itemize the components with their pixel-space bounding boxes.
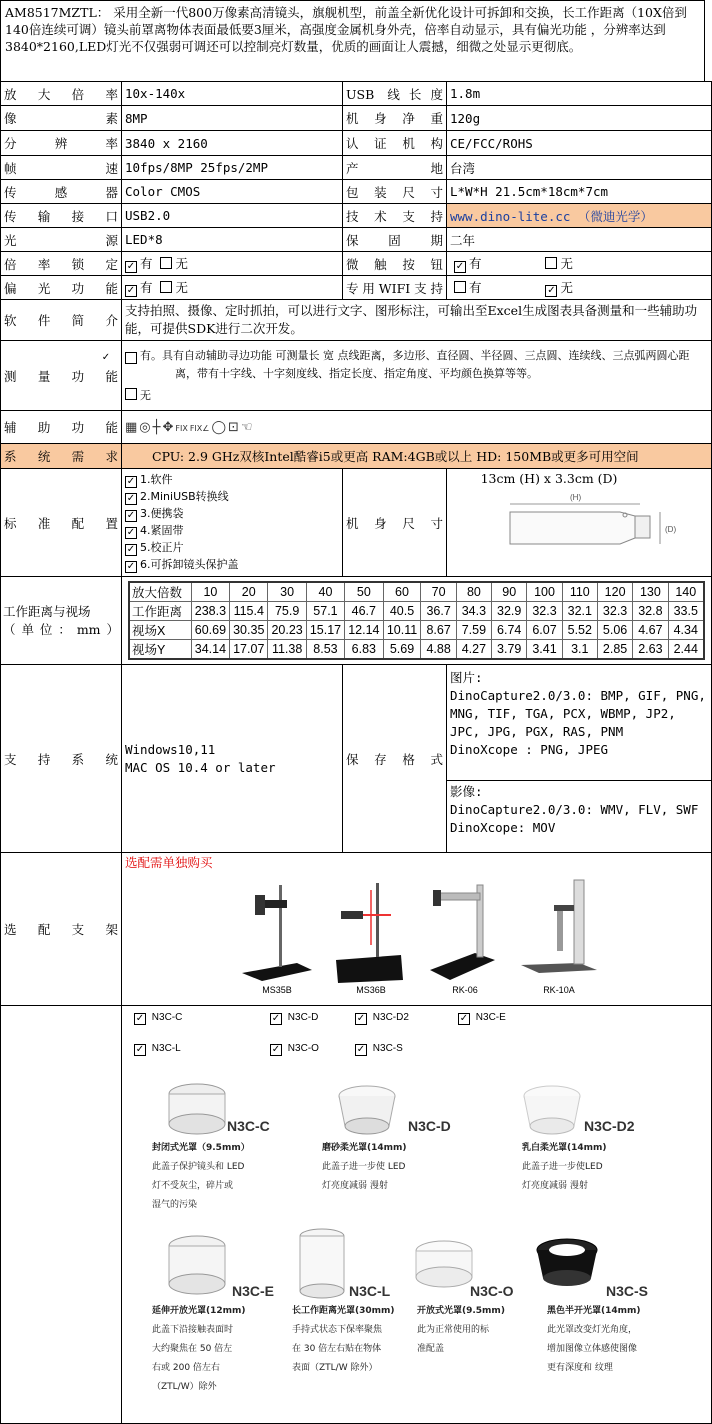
workdist-cell: 20 xyxy=(230,582,268,602)
hood-name: N3C-O xyxy=(470,1283,514,1299)
stand-ms36b-image xyxy=(331,875,411,985)
workdist-cell: 3.1 xyxy=(562,640,597,660)
spec-value: L*W*H 21.5cm*18cm*7cm xyxy=(447,180,712,204)
svg-text:(H): (H) xyxy=(570,493,582,502)
workdist-cell: 17.07 xyxy=(230,640,268,660)
checkbox-checked[interactable]: ✓ xyxy=(125,352,137,364)
checkbox-unchecked[interactable] xyxy=(160,257,172,269)
checkbox-checked[interactable]: ✓ xyxy=(459,1013,469,1024)
workdist-cell: 75.9 xyxy=(268,602,306,621)
spec-value: 10fps/8MP 25fps/2MP xyxy=(122,156,343,180)
workdist-cell: 120 xyxy=(597,582,632,602)
spec-value: 10x-140x xyxy=(122,82,343,106)
checkbox-unchecked[interactable] xyxy=(125,388,137,400)
spec-label: 微触按钮 xyxy=(343,252,447,276)
spec-row xyxy=(1,252,712,276)
stands-row xyxy=(1,853,712,1006)
workdist-cell: 20.23 xyxy=(268,621,306,640)
workdist-cell: 11.38 xyxy=(268,640,306,660)
hood-n3c-d2-image xyxy=(512,1074,592,1144)
checkbox-checked[interactable]: ✓ xyxy=(271,1044,281,1055)
workdist-cell: 32.3 xyxy=(597,602,632,621)
spec-label: 机身尺寸 xyxy=(343,469,447,577)
spec-value: Color CMOS xyxy=(122,180,343,204)
spec-row xyxy=(1,204,712,228)
spec-label: 选配支架 xyxy=(1,853,122,1006)
spec-label: 产地 xyxy=(343,156,447,180)
workdist-cell: 6.74 xyxy=(492,621,527,640)
spec-label: 支持系统 xyxy=(1,665,122,853)
tech-support-link[interactable]: www.dino-lite.cc （微迪光学） xyxy=(447,204,712,228)
workdist-cell: 33.5 xyxy=(668,602,704,621)
standard-items xyxy=(122,469,343,577)
spec-label: 分辨率 xyxy=(1,131,122,156)
spec-label: 系统需求 xyxy=(1,444,122,469)
measure-options xyxy=(101,341,712,411)
checkbox-checked[interactable]: ✓ xyxy=(547,285,556,296)
workdist-table-row xyxy=(129,621,704,640)
workdist-cell: 238.3 xyxy=(191,602,229,621)
hoods-label xyxy=(1,1006,122,1424)
option-label: 无 xyxy=(175,256,188,271)
checkbox-checked[interactable]: ✓ xyxy=(455,261,465,272)
workdist-cell: 3.41 xyxy=(527,640,562,660)
spec-label: 标准配置 xyxy=(1,469,122,577)
workdist-label: 工作距离与视场 （单位：mm） xyxy=(1,577,122,665)
aux-row xyxy=(1,411,712,444)
spec-label: 辅助功能 xyxy=(1,411,122,444)
spec-label: USB 线长度 xyxy=(343,82,447,106)
workdist-cell: 10 xyxy=(191,582,229,602)
workdist-cell: 60 xyxy=(383,582,421,602)
workdist-cell: 5.06 xyxy=(597,621,632,640)
option-label: 无 xyxy=(140,388,151,402)
hood-n3c-e-image xyxy=(157,1231,237,1301)
spec-label: 传输接口 xyxy=(1,204,122,228)
measure-row xyxy=(1,341,712,411)
workdist-cell: 30 xyxy=(268,582,306,602)
workdist-cell: 30.35 xyxy=(230,621,268,640)
svg-text:(D): (D) xyxy=(665,525,677,534)
microscope-dimension-diagram xyxy=(500,486,700,556)
hood-catalog: ✓ N3C-C ✓ N3C-D ✓ N3C-D2 ✓ N3C-E ✓ N3C-L ✓ N3C-O ✓ N3C-S N3C-C N3C-D N3C-D2 封闭式光罩（9.5mm） 此盖子保护镜头和 LED 灯不受灰尘，碎片或 湿气的污染 磨砂柔光罩(14mm) 此盖子进一步使 LED 灯亮度减弱 漫射 乳白柔光罩(14mm) 此盖子进一步使LED 灯亮度减弱 漫射 N3C-E N3C-L N3C-O N3C-S 延伸开放光罩(12mm) 此盖下沿接触表面时 大约聚焦在 50 倍左 右或 200 倍左右 （ZTL/W）除外 长工作距离光罩(30mm) 手持式状态下保率聚焦 在 30 倍左右贴在物体 表面（ZTL/W 除外） 开放式光罩(9.5mm) 此为正常使用的标 准配盖 黑色半开光罩(14mm) 此光罩改变灯光角度， 增加图像立体感使图像 更有深度和 纹理 xyxy=(122,1006,711,1422)
workdist-table-row xyxy=(129,602,704,621)
wifi-options xyxy=(447,276,712,300)
workdist-cell: 8.67 xyxy=(421,621,456,640)
spec-table xyxy=(0,81,712,1424)
spec-label: 专用WIFI支持 xyxy=(343,276,447,300)
spec-row xyxy=(1,180,712,204)
workdist-cell: 34.3 xyxy=(456,602,491,621)
spec-label: 光源 xyxy=(1,228,122,252)
checkbox-checked[interactable]: ✓ xyxy=(126,476,136,487)
option-label: 无 xyxy=(175,280,188,295)
checkbox-checked[interactable]: ✓ xyxy=(135,1013,145,1024)
hood-desc-n3c-d2: 乳白柔光罩(14mm) 此盖子进一步使LED 灯亮度减弱 漫射 xyxy=(522,1143,607,1191)
workdist-cell: 15.17 xyxy=(306,621,344,640)
spec-value: 1.8m xyxy=(447,82,712,106)
workdist-cell: 2.63 xyxy=(633,640,668,660)
stand-rk06-image xyxy=(425,875,505,985)
spec-value: CE/FCC/ROHS xyxy=(447,131,712,156)
option-label: 无 xyxy=(560,280,573,295)
workdist-table xyxy=(128,581,705,660)
workdist-cell: 8.53 xyxy=(306,640,344,660)
body-size-cell xyxy=(447,469,712,577)
micro-touch-options xyxy=(447,252,712,276)
workdist-cell: 5.52 xyxy=(562,621,597,640)
workdist-cell: 32.3 xyxy=(527,602,562,621)
spec-label: 传感器 xyxy=(1,180,122,204)
workdist-row-header: 工作距离 xyxy=(129,602,191,621)
standard-item: 2.MiniUSB转换线 xyxy=(140,490,229,503)
sysreq-text: CPU: 2.9 GHz双核Intel酷睿i5或更高 RAM:4GB或以上 HD: 150MB或更多可用空间 xyxy=(122,444,712,469)
workdist-cell: 115.4 xyxy=(230,602,268,621)
workdist-cell: 50 xyxy=(345,582,383,602)
hand-icon[interactable]: ☜ xyxy=(240,420,253,435)
workdist-cell: 40 xyxy=(306,582,344,602)
workdist-cell: 7.59 xyxy=(456,621,491,640)
checkbox-checked[interactable]: ✓ xyxy=(356,1044,366,1055)
hood-name: N3C-S xyxy=(606,1283,649,1299)
standard-row xyxy=(1,469,712,577)
spec-label: 帧速 xyxy=(1,156,122,180)
workdist-cell: 2.85 xyxy=(597,640,632,660)
checkbox-checked[interactable]: ✓ xyxy=(126,544,136,555)
hood-name: N3C-C xyxy=(227,1118,270,1134)
body-size-text: 13cm (H) x 3.3cm (D) xyxy=(480,471,618,486)
workdist-row-header: 视场Y xyxy=(129,640,191,660)
stand-ms35b: MS35B xyxy=(237,875,317,995)
color-box-icon[interactable]: ⊡ xyxy=(228,420,239,435)
spec-row xyxy=(1,106,712,131)
hood-desc-n3c-s: 黑色半开光罩(14mm) 此光罩改变灯光角度， 增加图像立体感使图像 更有深度和 纹理 xyxy=(547,1306,641,1373)
checkbox-checked[interactable]: ✓ xyxy=(271,1013,281,1024)
workdist-row xyxy=(1,577,712,665)
hoods-row xyxy=(1,1006,712,1424)
spec-value: USB2.0 xyxy=(122,204,343,228)
hood-name: N3C-D2 xyxy=(584,1118,635,1134)
checkbox-checked[interactable]: ✓ xyxy=(135,1044,145,1055)
option-label: 无 xyxy=(560,256,573,271)
spec-value: LED*8 xyxy=(122,228,343,252)
checkbox-unchecked[interactable] xyxy=(160,281,172,293)
hood-name: N3C-L xyxy=(349,1283,391,1299)
workdist-cell: 6.07 xyxy=(527,621,562,640)
spec-value: 8MP xyxy=(122,106,343,131)
fix-icon[interactable]: FIX xyxy=(175,424,188,433)
workdist-cell: 32.8 xyxy=(633,602,668,621)
spec-row xyxy=(1,276,712,300)
spec-label: 保存格式 xyxy=(343,665,447,853)
spec-label: 认证机构 xyxy=(343,131,447,156)
option-label: 有 xyxy=(468,256,482,271)
checkbox-checked[interactable]: ✓ xyxy=(126,561,136,572)
workdist-cell: 36.7 xyxy=(421,602,456,621)
spec-row xyxy=(1,82,712,106)
software-row xyxy=(1,300,712,341)
spec-value: 3840 x 2160 xyxy=(122,131,343,156)
standard-item: 3.便携袋 xyxy=(140,507,184,520)
option-label: 有 xyxy=(468,280,482,295)
option-label: 有 xyxy=(140,256,153,271)
hood-n3c-s-image xyxy=(527,1228,607,1298)
spec-label: 倍率锁定 xyxy=(1,252,122,276)
stand-ms35b-image xyxy=(237,875,317,985)
spec-value: 台湾 xyxy=(447,156,712,180)
workdist-cell: 80 xyxy=(456,582,491,602)
hood-n3c-d-image xyxy=(327,1074,407,1144)
os-item: Windows10,11 xyxy=(125,741,216,757)
workdist-cell: 140 xyxy=(668,582,704,602)
spec-value: 二年 xyxy=(447,228,712,252)
workdist-cell: 4.88 xyxy=(421,640,456,660)
grid-icon[interactable]: ▦ xyxy=(125,420,138,435)
hood-desc-n3c-e: 延伸开放光罩(12mm) 此盖下沿接触表面时 大约聚焦在 50 倍左 右或 200 倍左右 （ZTL/W）除外 xyxy=(152,1306,246,1392)
stands-note: 选配需单独购买 xyxy=(125,855,213,870)
workdist-cell: 90 xyxy=(492,582,527,602)
workdist-cell: 32.9 xyxy=(492,602,527,621)
workdist-cell: 6.83 xyxy=(345,640,383,660)
image-formats: 图片: DinoCapture2.0/3.0: BMP, GIF, PNG, MNG, TIF, TGA, PCX, WBMP, JP2, JPC, JPG, PGX, RAS, PNM DinoXcope : PNG, JPEG xyxy=(447,665,712,781)
stand-rk10a: RK-10A xyxy=(519,875,599,995)
workdist-cell: 100 xyxy=(527,582,562,602)
workdist-cell: 2.44 xyxy=(668,640,704,660)
workdist-cell: 130 xyxy=(633,582,668,602)
standard-item: 5.校正片 xyxy=(140,541,184,554)
workdist-cell: 40.5 xyxy=(383,602,421,621)
workdist-table-cell xyxy=(122,577,712,665)
spec-label: 技术支持 xyxy=(343,204,447,228)
spec-label: 放大倍率 xyxy=(1,82,122,106)
workdist-cell: 60.69 xyxy=(191,621,229,640)
circle-target-icon[interactable]: ◎ xyxy=(139,420,151,435)
os-item: MAC OS 10.4 or later xyxy=(125,759,276,775)
checkbox-checked[interactable]: ✓ xyxy=(126,527,136,538)
sysreq-row xyxy=(1,444,712,469)
checkbox-checked[interactable]: ✓ xyxy=(126,261,136,272)
workdist-table-row xyxy=(129,640,704,660)
spec-label: 偏光功能 xyxy=(1,276,122,300)
spec-label: 像素 xyxy=(1,106,122,131)
checkbox-checked[interactable]: ✓ xyxy=(126,493,136,504)
workdist-cell: 4.27 xyxy=(456,640,491,660)
standard-item: 1.软件 xyxy=(140,473,173,486)
checkbox-unchecked[interactable] xyxy=(454,281,466,293)
workdist-cell: 5.69 xyxy=(383,640,421,660)
spec-label: 测量功能 xyxy=(1,341,122,411)
os-list xyxy=(122,665,343,853)
spec-label: 软件简介 xyxy=(1,300,122,341)
crosshair-icon[interactable]: ┼ xyxy=(152,420,161,435)
workdist-cell: 46.7 xyxy=(345,602,383,621)
standard-item: 4.紧固带 xyxy=(140,524,184,537)
hood-n3c-c-image xyxy=(157,1074,237,1144)
workdist-cell: 4.34 xyxy=(668,621,704,640)
speech-bubble-icon[interactable]: ◯ xyxy=(211,420,227,435)
spec-label: 包装尺寸 xyxy=(343,180,447,204)
standard-item: 6.可拆卸镜头保护盖 xyxy=(140,558,239,571)
hood-name: N3C-E xyxy=(232,1283,275,1299)
fix-angle-icon[interactable]: FIX∠ xyxy=(189,424,210,433)
workdist-cell: 110 xyxy=(562,582,597,602)
polarizer-options xyxy=(122,276,343,300)
product-intro: AM8517MZTL： 采用全新一代800万像素高清镜头，旗舰机型，前盖全新优化设计可拆卸和交换，长工作距离（10X倍到140倍连续可调）镜头前罩离物体表面最低要3厘米，高强度金属机身外壳，倍率自动显示，具有偏光功能 ，分辨率达到3840*2160,LED灯光不仅强弱可调还可以控制亮灯数量，优质的画面让人震撼，细微之处显示更彻底。 xyxy=(0,0,705,82)
workdist-cell: 10.11 xyxy=(383,621,421,640)
hood-name: N3C-D xyxy=(408,1118,451,1134)
workdist-cell: 12.14 xyxy=(345,621,383,640)
spec-row xyxy=(1,228,712,252)
hood-desc-n3c-o: 开放式光罩(9.5mm) 此为正常使用的标 准配盖 xyxy=(417,1306,505,1354)
stand-rk06: RK-06 xyxy=(425,875,505,995)
spec-row xyxy=(1,156,712,180)
hood-desc-n3c-d: 磨砂柔光罩(14mm) 此盖子进一步使 LED 灯亮度减弱 漫射 xyxy=(322,1143,407,1191)
hood-desc-n3c-c: 封闭式光罩（9.5mm） 此盖子保护镜头和 LED 灯不受灰尘，碎片或 湿气的污染 xyxy=(152,1143,250,1210)
workdist-cell: 70 xyxy=(421,582,456,602)
hood-desc-n3c-l: 长工作距离光罩(30mm) 手持式状态下保率聚焦 在 30 倍左右贴在物体 表面（ZTL/W 除外） xyxy=(292,1306,395,1373)
move-icon[interactable]: ✥ xyxy=(162,420,174,435)
spec-label: 保固期 xyxy=(343,228,447,252)
aux-toolbar xyxy=(122,411,712,444)
checkbox-checked[interactable]: ✓ xyxy=(126,285,136,296)
spec-label: 机身净重 xyxy=(343,106,447,131)
hoods-cell xyxy=(122,1006,712,1424)
checkbox-unchecked[interactable] xyxy=(545,257,557,269)
spec-value: 120g xyxy=(447,106,712,131)
magnification-lock-options xyxy=(122,252,343,276)
workdist-table-row xyxy=(129,582,704,602)
workdist-cell: 4.67 xyxy=(633,621,668,640)
stands-cell xyxy=(122,853,712,1006)
software-text: 支持拍照、摄像、定时抓拍，可以进行文字、图形标注，可输出至Excel生成图表具备测量和一些辅助功能，可提供SDK进行二次开发。 xyxy=(122,300,712,341)
workdist-row-header: 视场X xyxy=(129,621,191,640)
spec-row xyxy=(1,131,712,156)
video-formats: 影像: DinoCapture2.0/3.0: WMV, FLV, SWF DinoXcope: MOV xyxy=(447,781,712,853)
option-label: 有 xyxy=(140,280,153,295)
stand-ms36b: MS36B xyxy=(331,875,411,995)
support-row xyxy=(1,665,712,781)
hood-n3c-l-image xyxy=(292,1226,352,1301)
workdist-cell: 34.14 xyxy=(191,640,229,660)
workdist-cell: 32.1 xyxy=(562,602,597,621)
stand-rk10a-image xyxy=(519,875,599,985)
checkbox-checked[interactable]: ✓ xyxy=(126,510,136,521)
checkbox-checked[interactable]: ✓ xyxy=(356,1013,366,1024)
measure-yes-text: 有。具有自动辅助寻边功能 可测量长 宽 点线距离，多边形、直径圆、半径圆、三点圆、连续线、三点弧两圆心距离，带有十字线、十字刻度线、指定长度、指定角度、平均颜色换算等等。 xyxy=(140,348,690,380)
workdist-row-header: 放大倍数 xyxy=(129,582,191,602)
workdist-cell: 57.1 xyxy=(306,602,344,621)
workdist-cell: 3.79 xyxy=(492,640,527,660)
